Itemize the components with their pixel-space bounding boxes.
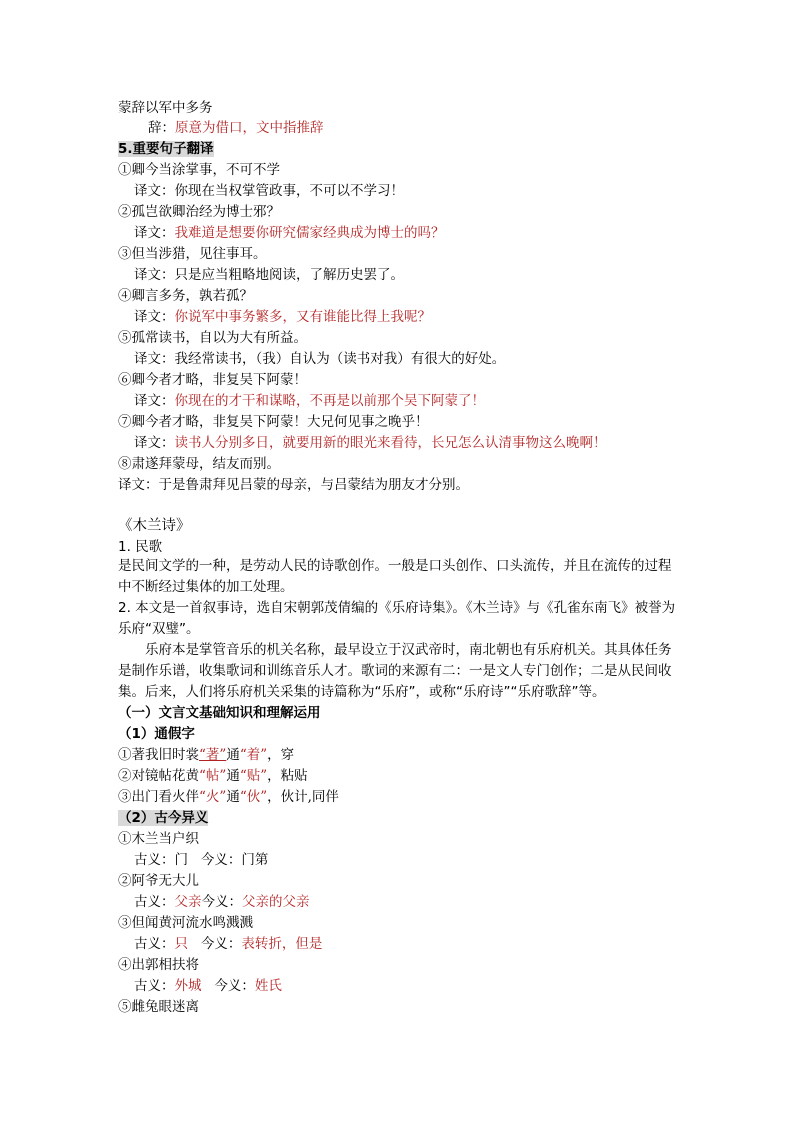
sentence-7-translation: 译文：读书人分别多日，就要用新的眼光来看待，长兄怎么认清事物这么晚啊！ (134, 435, 607, 451)
mulan-yuefu-paragraph: 乐府本是掌管音乐的机关名称，最早设立于汉武帝时，南北朝也有乐府机关。其具体任务是制作乐谱，收集歌词和训练音乐人才。歌词的来源有二：一是文人专门创作；二是从民间收集。后来，人们将乐府机关采集的诗篇称为“乐府”，或称“乐府诗”“乐府歌辞”等。 (118, 642, 672, 700)
sentence-7-source: ⑦卿今者才略，非复吴下阿蒙！大兄何见事之晚乎！ (118, 414, 429, 430)
mulan-point-1-head: 1. 民歌 (118, 539, 163, 555)
sentence-4-source: ④卿言多务，孰若孤？ (118, 288, 253, 304)
sentence-6-translation: 译文：你现在的才干和谋略，不再是以前那个吴下阿蒙了！ (134, 393, 485, 409)
sentence-3-translation: 译文：只是应当粗略地阅读，了解历史罢了。 (134, 267, 404, 283)
gujin-heading: （2）古今异义 (118, 810, 209, 826)
sentence-3-source: ③但当涉猎，见往事耳。 (118, 246, 267, 262)
tongjiazi-heading (118, 724, 195, 744)
sentence-8-translation: 译文：于是鲁肃拜见吕蒙的母亲，与吕蒙结为朋友才分别。 (118, 477, 469, 493)
gujin-3-source: ③但闻黄河流水鸣溅溅 (118, 915, 253, 931)
sentence-2-translation: 译文：我难道是想要你研究儒家经典成为博士的吗？ (134, 225, 445, 241)
gujin-2-meaning: 古义：父亲今义：父亲的父亲 (134, 894, 310, 910)
gujin-4-meaning: 古义：外城 今义：姓氏 (134, 978, 282, 994)
sentence-1-source: ①卿今当涂掌事，不可不学 (118, 162, 280, 178)
sentence-4-translation: 译文：你说军中事务繁多，又有谁能比得上我呢？ (134, 309, 431, 325)
sentence-8-source: ⑧肃遂拜蒙母，结友而别。 (118, 456, 280, 472)
gujin-1-meaning: 古义：门 今义：门第 (134, 852, 269, 868)
top-line-1: 蒙辞以军中多务 (118, 100, 213, 116)
section-5-heading: 5.重要句子翻译 (118, 141, 214, 157)
sentence-6-source: ⑥卿今者才略，非复吴下阿蒙！ (118, 372, 307, 388)
sentence-2-source: ②孤岂欲卿治经为博士邪？ (118, 204, 280, 220)
tongjiazi-row-2: ②对镜帖花黄“帖”通“贴”，粘贴 (118, 768, 308, 784)
sentence-5-translation: 译文：我经常读书，（我）自认为（读书对我）有很大的好处。 (134, 351, 506, 367)
tongjiazi-row-3: ③出门看火伴“火”通“伙”，伙计,同伴 (118, 789, 339, 805)
gujin-2-source: ②阿爷无大儿 (118, 873, 199, 889)
section-1-heading: （一）文言文基础知识和理解运用 (118, 705, 321, 721)
gujin-5-source: ⑤雌兔眼迷离 (118, 999, 199, 1015)
gujin-4-source: ④出郭相扶将 (118, 957, 199, 973)
top-line-2-text: 原意为借口，文中指推辞 (175, 120, 324, 136)
top-line-2 (148, 118, 324, 138)
sentence-1-translation: 译文：你现在当权掌管政事，不可以不学习！ (134, 183, 404, 199)
gujin-1-source: ①木兰当户织 (118, 831, 199, 847)
mulan-title: 《木兰诗》 (118, 518, 191, 534)
top-line-2-label: 辞： (148, 120, 175, 136)
sentence-5-source: ⑤孤常读书，自以为大有所益。 (118, 330, 307, 346)
tongjiazi-heading-text: （1）通假字 (118, 726, 195, 742)
gujin-3-meaning: 古义：只 今义：表转折，但是 (134, 936, 323, 952)
tongjiazi-row-1: ①著我旧时裳“著”通“着”，穿 (118, 747, 295, 763)
mulan-point-1-body: 是民间文学的一种，是劳动人民的诗歌创作。一般是口头创作、口头流传，并且在流传的过程中不断经过集体的加工处理。 (118, 558, 672, 595)
mulan-point-2: 2. 本文是一首叙事诗，选自宋朝郭茂倩编的《乐府诗集》。《木兰诗》与《孔雀东南飞》被誉为乐府“双璧”。 (118, 600, 676, 637)
